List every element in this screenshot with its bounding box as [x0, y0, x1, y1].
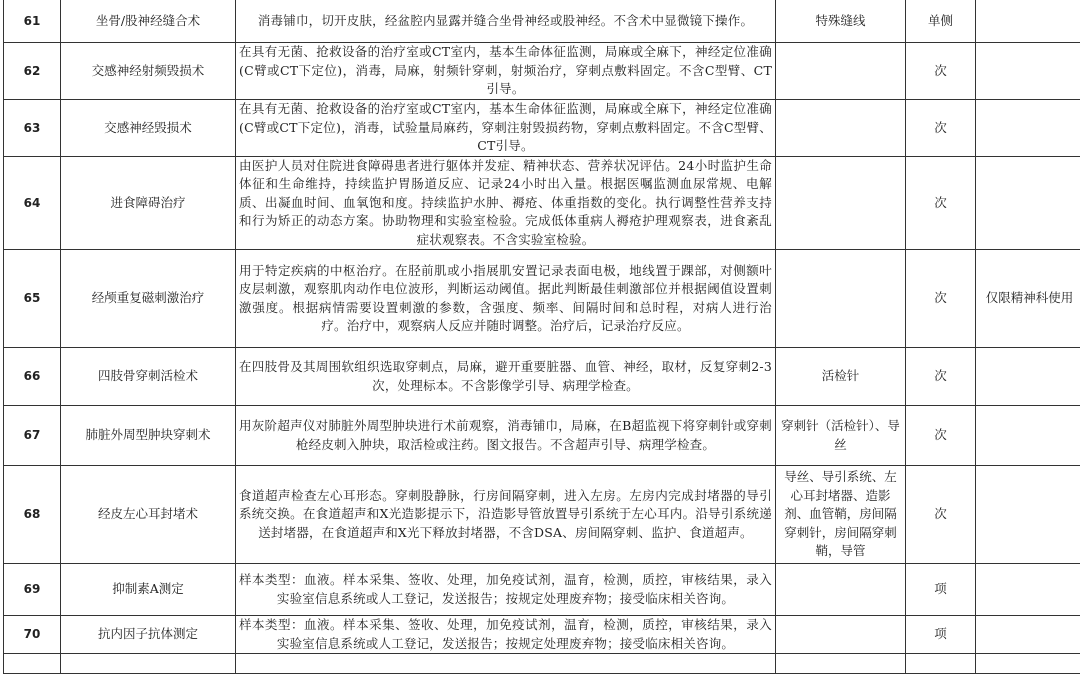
item-note-cell	[976, 156, 1080, 250]
item-unit-cell	[906, 348, 976, 406]
empty-cell	[976, 654, 1080, 674]
table-body	[4, 0, 1080, 674]
item-number-cell	[4, 564, 61, 616]
item-number-cell	[4, 43, 61, 100]
item-materials-cell	[776, 156, 906, 250]
item-number-cell	[4, 100, 61, 157]
item-name-cell	[61, 100, 236, 157]
item-number-cell	[4, 406, 61, 466]
item-name: 肺脏外周型肿块穿刺术	[85, 427, 210, 442]
item-name-cell	[61, 0, 236, 43]
item-number-cell	[4, 616, 61, 654]
item-materials: 特殊缝线	[815, 13, 865, 28]
item-unit-cell	[906, 466, 976, 564]
item-number-cell	[4, 0, 61, 43]
item-name-cell	[61, 43, 236, 100]
table-row	[4, 564, 1080, 616]
item-description: 在具有无菌、抢救设备的治疗室或CT室内，基本生命体征监测，局麻或全麻下，神经定位准确(C臂或CT下定位)，消毒，局麻，射频针穿刺，射频治疗，穿刺点敷料固定。不含C型臂、CT引导。	[239, 43, 772, 99]
item-unit-cell	[906, 564, 976, 616]
item-name-cell	[61, 250, 236, 348]
item-description: 在四肢骨及其周围软组织选取穿刺点，局麻，避开重要脏器、血管、神经，取材，反复穿刺2-3次，处理标本。不含影像学引导、病理学检查。	[239, 358, 772, 395]
item-materials-cell	[776, 43, 906, 100]
item-materials-cell	[776, 564, 906, 616]
fee-items-table	[3, 0, 1080, 674]
item-unit-cell	[906, 43, 976, 100]
table-row	[4, 156, 1080, 250]
item-unit-cell	[906, 100, 976, 157]
item-number: 68	[24, 507, 41, 521]
table-row	[4, 100, 1080, 157]
item-materials-cell	[776, 348, 906, 406]
empty-cell	[61, 654, 236, 674]
item-description: 用于特定疾病的中枢治疗。在胫前肌或小指展肌安置记录表面电极，地线置于踝部，对侧额叶皮层刺激，观察肌肉动作电位波形，判断运动阈值。据此判断最佳刺激部位并根据阈值设置刺激强度。根据病情需要设置刺激的参数，含强度、频率、间隔时间和总时程，对病人进行治疗。治疗中，观察病人反应并随时调整。治疗后，记录治疗反应。	[239, 262, 772, 336]
item-note-cell	[976, 100, 1080, 157]
item-name: 抑制素A测定	[112, 581, 184, 596]
item-description-cell	[236, 564, 776, 616]
item-number: 70	[24, 627, 41, 641]
item-materials-cell	[776, 406, 906, 466]
item-description: 消毒铺巾，切开皮肤，经盆腔内显露并缝合坐骨神经或股神经。不含术中显微镜下操作。	[239, 12, 772, 31]
item-note-cell	[976, 348, 1080, 406]
table-row-partial	[4, 654, 1080, 674]
table-row	[4, 348, 1080, 406]
item-unit: 次	[934, 290, 947, 305]
item-materials: 穿刺针（活检针）、导丝	[781, 418, 900, 452]
item-name: 经颅重复磁刺激治疗	[92, 290, 205, 305]
item-name-cell	[61, 406, 236, 466]
item-materials: 导丝、导引系统、左心耳封堵器、造影剂、血管鞘，房间隔穿刺针，房间隔穿刺鞘，导管	[784, 469, 897, 558]
item-note: 仅限精神科使用	[986, 290, 1074, 305]
item-description-cell	[236, 0, 776, 43]
item-description: 样本类型：血液。样本采集、签收、处理，加免疫试剂，温育，检测，质控，审核结果，录入实验室信息系统或人工登记，发送报告；按规定处理废弃物；接受临床相关咨询。	[239, 616, 772, 653]
table-row	[4, 616, 1080, 654]
item-unit: 次	[934, 368, 947, 383]
item-name: 交感神经射频毁损术	[92, 63, 205, 78]
item-number-cell	[4, 250, 61, 348]
item-number: 69	[24, 582, 41, 596]
empty-cell	[776, 654, 906, 674]
table-row	[4, 406, 1080, 466]
table-row	[4, 43, 1080, 100]
item-unit: 单侧	[928, 13, 953, 28]
item-unit-cell	[906, 250, 976, 348]
item-number-cell	[4, 466, 61, 564]
item-unit: 次	[934, 63, 947, 78]
item-name-cell	[61, 466, 236, 564]
item-name-cell	[61, 156, 236, 250]
item-number: 65	[24, 291, 41, 305]
item-description-cell	[236, 466, 776, 564]
empty-cell	[4, 654, 61, 674]
item-description-cell	[236, 43, 776, 100]
item-materials-cell	[776, 616, 906, 654]
item-unit: 项	[934, 581, 947, 596]
item-number: 67	[24, 428, 41, 442]
item-unit-cell	[906, 0, 976, 43]
item-name: 经皮左心耳封堵术	[98, 506, 198, 521]
item-number-cell	[4, 156, 61, 250]
item-name-cell	[61, 564, 236, 616]
item-name: 四肢骨穿刺活检术	[98, 368, 198, 383]
item-name: 坐骨/股神经缝合术	[96, 13, 200, 28]
item-name-cell	[61, 616, 236, 654]
item-description-cell	[236, 348, 776, 406]
item-unit: 次	[934, 506, 947, 521]
item-unit-cell	[906, 406, 976, 466]
empty-cell	[236, 654, 776, 674]
item-number: 63	[24, 121, 41, 135]
item-description: 用灰阶超声仪对肺脏外周型肿块进行术前观察，消毒铺巾，局麻，在B超监视下将穿刺针或穿刺枪经皮刺入肿块，取活检或注药。图文报告。不含超声引导、病理学检查。	[239, 417, 772, 454]
item-materials: 活检针	[822, 368, 860, 383]
item-description-cell	[236, 406, 776, 466]
item-unit: 项	[934, 626, 947, 641]
table-row	[4, 0, 1080, 43]
item-unit: 次	[934, 195, 947, 210]
item-materials-cell	[776, 466, 906, 564]
item-number-cell	[4, 348, 61, 406]
item-number: 66	[24, 369, 41, 383]
item-number: 62	[24, 64, 41, 78]
item-description: 样本类型：血液。样本采集、签收、处理，加免疫试剂，温育，检测，质控，审核结果，录入实验室信息系统或人工登记，发送报告；按规定处理废弃物；接受临床相关咨询。	[239, 571, 772, 608]
item-note-cell	[976, 0, 1080, 43]
item-name-cell	[61, 348, 236, 406]
item-description-cell	[236, 100, 776, 157]
item-note-cell	[976, 406, 1080, 466]
item-note-cell	[976, 43, 1080, 100]
item-unit-cell	[906, 616, 976, 654]
item-description: 在具有无菌、抢救设备的治疗室或CT室内，基本生命体征监测，局麻或全麻下，神经定位准确(C臂或CT下定位)，消毒，试验量局麻药，穿刺注射毁损药物，穿刺点敷料固定。不含C型臂、CT引导。	[239, 100, 772, 156]
item-description-cell	[236, 156, 776, 250]
item-unit: 次	[934, 120, 947, 135]
item-unit-cell	[906, 156, 976, 250]
item-materials-cell	[776, 0, 906, 43]
item-note-cell	[976, 564, 1080, 616]
item-description-cell	[236, 616, 776, 654]
item-number: 64	[24, 196, 41, 210]
item-note-cell	[976, 250, 1080, 348]
item-description: 食道超声检查左心耳形态。穿刺股静脉，行房间隔穿刺，进入左房。左房内完成封堵器的导引系统交换。在食道超声和X光造影提示下，沿造影导管放置导引系统于左心耳内。沿导引系统递送封堵器，在食道超声和X光下释放封堵器，不含DSA、房间隔穿刺、监护、食道超声。	[239, 487, 772, 543]
item-name: 交感神经毁损术	[104, 120, 192, 135]
item-materials-cell	[776, 100, 906, 157]
item-description-cell	[236, 250, 776, 348]
item-name: 进食障碍治疗	[110, 195, 185, 210]
table-row	[4, 250, 1080, 348]
item-number: 61	[24, 14, 41, 28]
item-materials-cell	[776, 250, 906, 348]
empty-cell	[906, 654, 976, 674]
table-row	[4, 466, 1080, 564]
item-name: 抗内因子抗体测定	[98, 626, 198, 641]
item-description: 由医护人员对住院进食障碍患者进行躯体并发症、精神状态、营养状况评估。24小时监护生命体征和生命维持，持续监护胃肠道反应、记录24小时出入量。根据医嘱监测血尿常规、电解质、出凝血时间、血氧饱和度。持续监护水肿、褥疮、体重指数的变化。执行调整性营养支持和行为矫正的动态方案。协助物理和实验室检验。完成低体重病人褥疮护理观察表，进食紊乱症状观察表。不含实验室检验。	[239, 157, 772, 250]
item-note-cell	[976, 616, 1080, 654]
item-note-cell	[976, 466, 1080, 564]
item-unit: 次	[934, 427, 947, 442]
